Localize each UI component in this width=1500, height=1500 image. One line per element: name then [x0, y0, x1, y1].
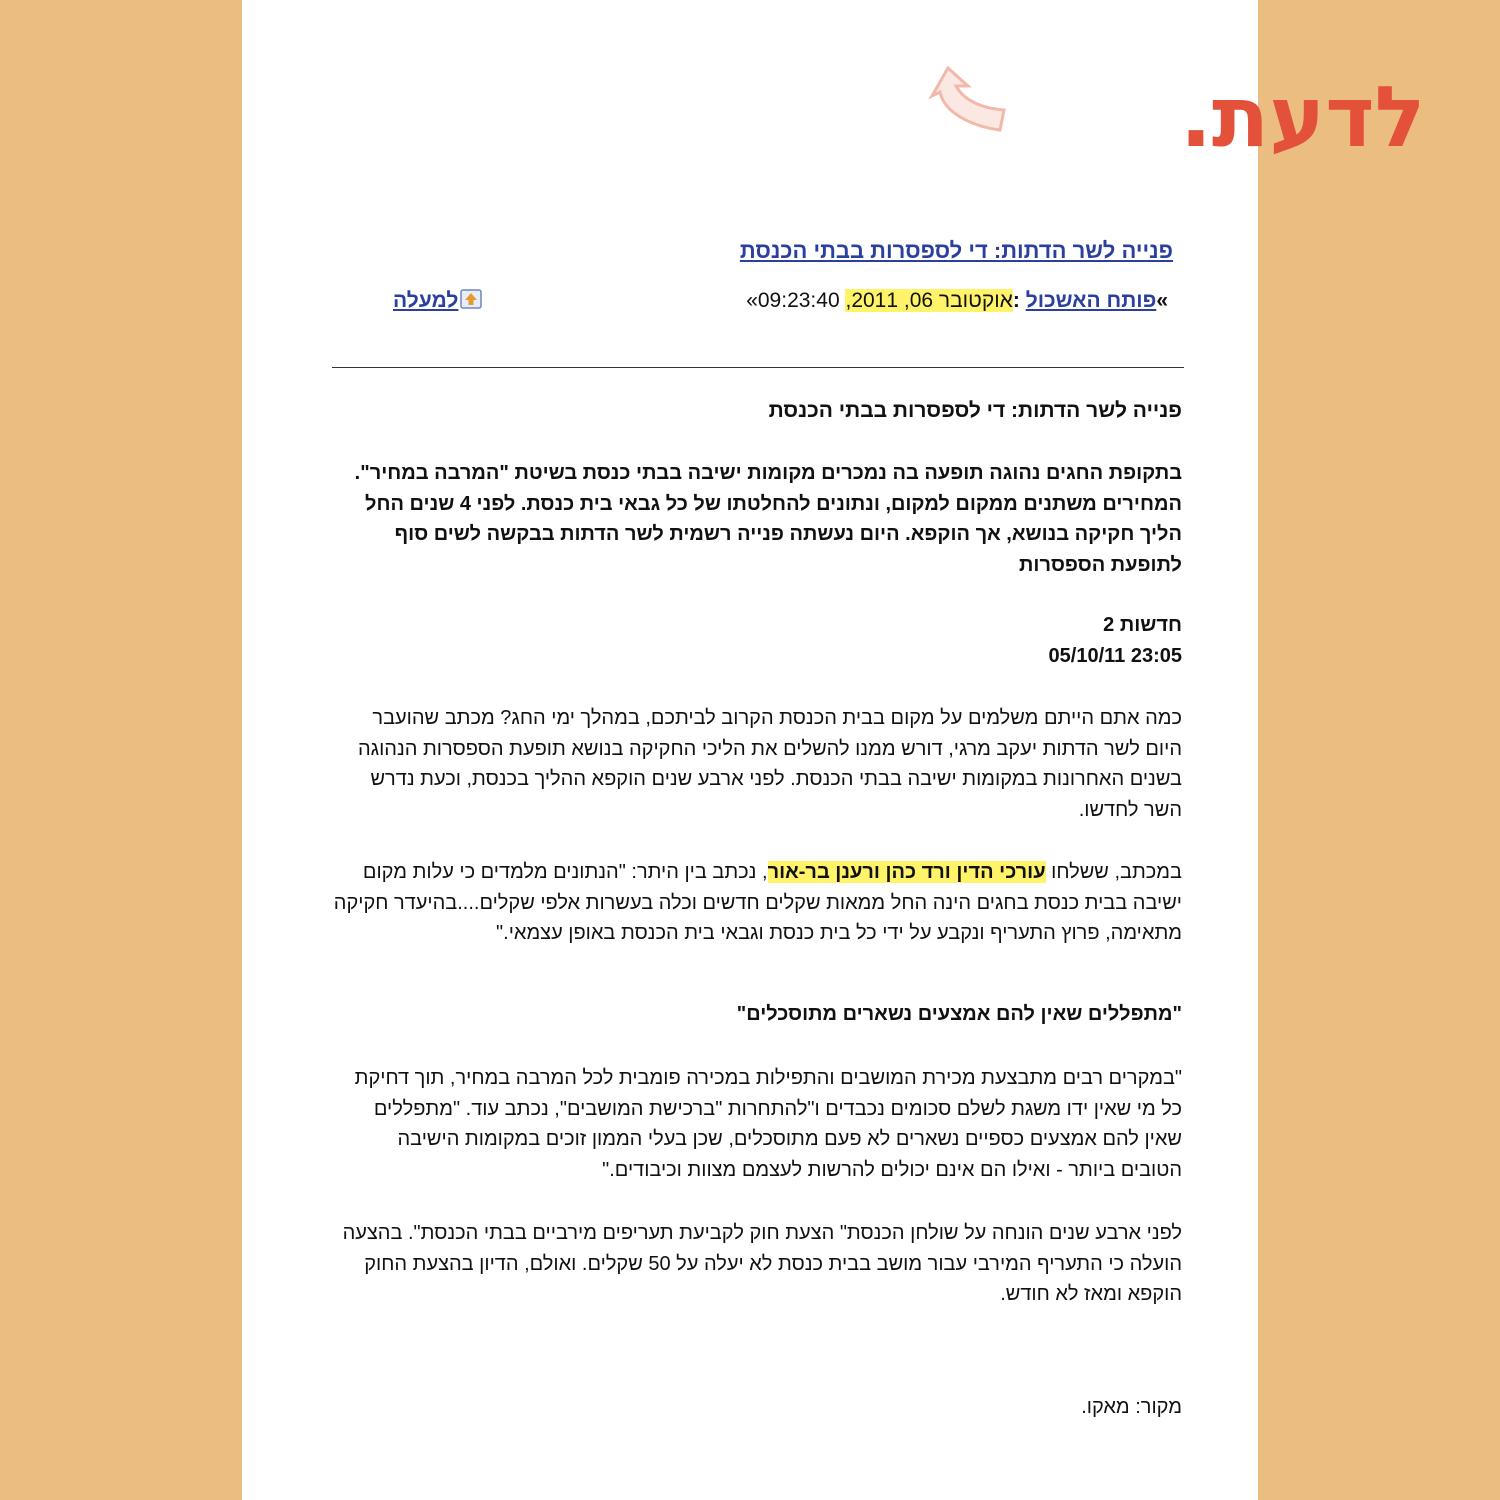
- lawyers-highlight: עורכי הדין ורד כהן ורענן בר-אור: [767, 861, 1046, 883]
- source-credit: מקור: מאקו.: [1081, 1396, 1182, 1418]
- article-source-name: חדשות 2: [1103, 614, 1182, 636]
- paragraph-2-rest: , נכתב בין היתר: "הנתונים מלמדים כי עלות מקום ישיבה בבית כנסת בחגים הינה החל ממאות שקלים חדשים וכלה בעשרות אלפי שקלים....בהיעדר חקיקה מתאימה, פרוץ התעריף ונקבע על ידי כל בית כנסת וגבאי בית הכנסת באופן עצמאי.": [333, 861, 1182, 944]
- curved-arrow-icon: [932, 68, 1004, 130]
- divider: [332, 367, 1184, 368]
- article-source-datetime: 05/10/11 23:05: [1048, 645, 1182, 667]
- article-headline: פנייה לשר הדתות: די לספסרות בבתי הכנסת: [768, 399, 1182, 422]
- up-arrow-icon: [460, 289, 482, 309]
- article-paragraph-1: כמה אתם הייתם משלמים על מקום בבית הכנסת הקרוב לביתכם, במהלך ימי החג? מכתב שהועבר היום לשר הדתות יעקב מרגי, דורש ממנו להשלים את הליכי החקיקה בנושא תופעת הספסרות הנהוגה בשנים האחרונות במקומות ישיבה בבתי הכנסת. לפני ארבע שנים הוקפא ההליך בכנסת, וכעת נדרש השר לחדשו.: [357, 707, 1182, 821]
- thread-title-link[interactable]: פנייה לשר הדתות: די לספסרות בבתי הכנסת: [739, 238, 1173, 263]
- date-separator: :: [1012, 289, 1026, 312]
- post-meta: [648, 289, 1168, 313]
- article-paragraph-3: "במקרים רבים מתבצעת מכירת המושבים והתפילות במכירה פומבית לכל המרבה במחיר, תוך דחיקת כל מי שאין ידו משגת לשלם סכומים נכבדים ו"להתחרות "ברכישת המושבים", נכתב עוד. "מתפללים שאין להם אמצעים כספיים נשארים לא פעם מתוסכלים, שכן בעלי הממון זוכים במקומות הישיבה הטובים ביותר - ואילו הם אינם יכולים להרשות לעצמם מצוות וכיבודים.": [354, 1067, 1182, 1181]
- article-paragraph-2: [332, 857, 1182, 949]
- ladaat-logo: [930, 34, 1426, 166]
- article-paragraph-4: לפני ארבע שנים הונחה על שולחן הכנסת" הצעת חוק לקביעת תעריפים מירביים בבתי הכנסת". בהצעה הועלה כי התעריף המירבי עבור מושב בבית כנסת לא יעלה על 50 שקלים. ואולם, הדיון בהצעת החוק הוקפא ומאז לא חודש.: [342, 1222, 1182, 1305]
- paragraph-2-start: במכתב, ששלחו: [1045, 861, 1182, 883]
- article-lead: בתקופת החגים נהוגה תופעה בה נמכרים מקומות ישיבה בבתי כנסת בשיטת "המרבה במחיר". המחירים משתנים ממקום למקום, ונתונים להחלטתו של כל גבאי בית כנסת. לפני 4 שנים החל הליך חקיקה בנושא, אך הוקפא. היום נעשתה פנייה רשמית לשר הדתות בבקשה לשים סוף לתופעת הספסרות: [354, 462, 1182, 576]
- post-time: 09:23:40: [757, 289, 840, 312]
- article-subheading: "מתפללים שאין להם אמצעים נשארים מתוסכלים": [736, 1003, 1182, 1025]
- back-to-top-label: למעלה: [393, 289, 459, 312]
- logo-text: לדעת.: [1180, 68, 1426, 166]
- thread-author-link[interactable]: פותח האשכול: [1025, 289, 1157, 312]
- trail-glyph: »: [746, 289, 758, 312]
- lead-glyph: »: [1156, 289, 1168, 312]
- logo-graphic: [930, 34, 1426, 166]
- post-date: אוקטובר 06, 2011,: [845, 289, 1013, 312]
- back-to-top-link[interactable]: [393, 289, 482, 313]
